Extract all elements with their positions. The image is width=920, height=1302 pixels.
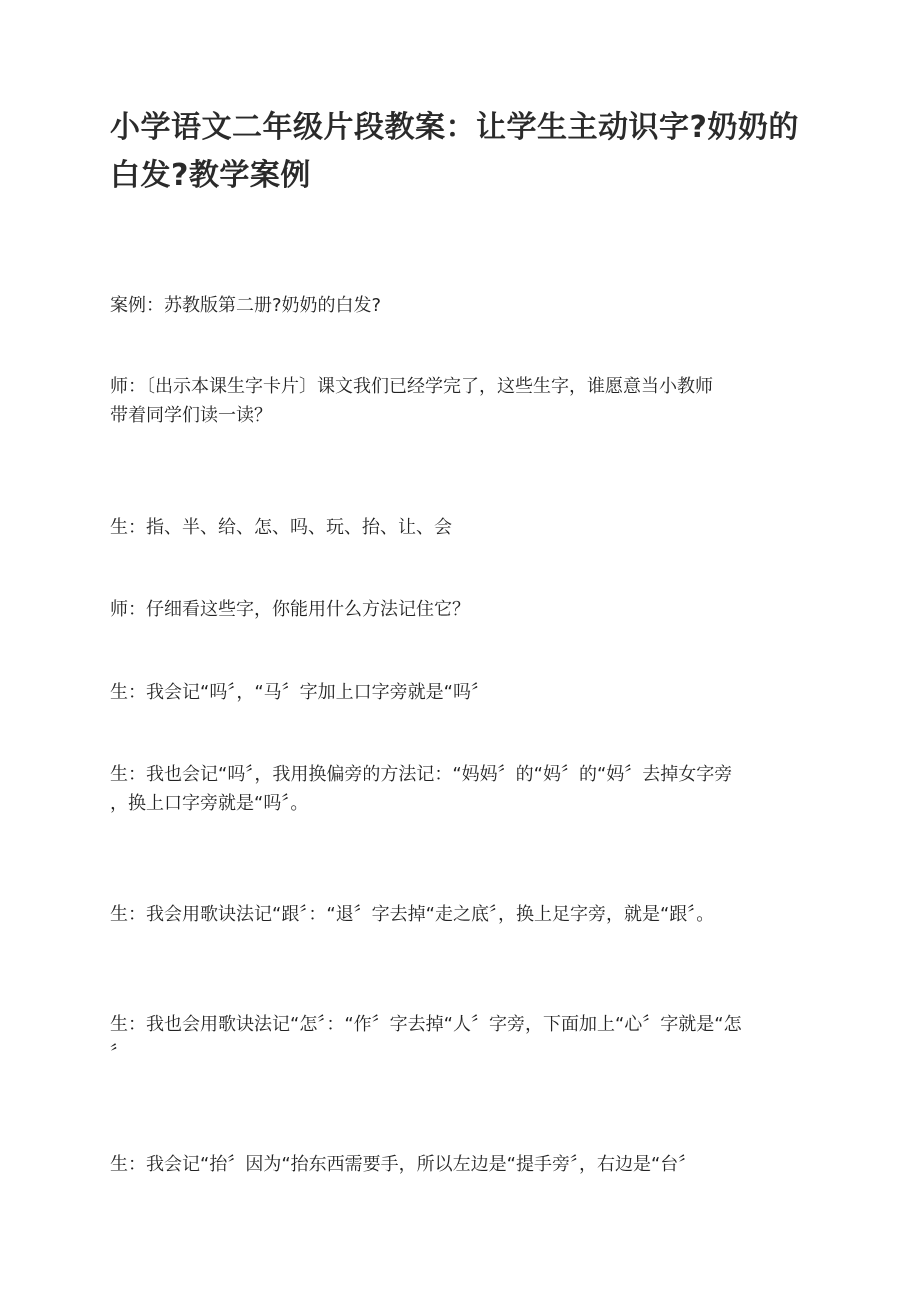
paragraph-line: ，换上口字旁就是“吗〞。 (110, 793, 309, 814)
paragraph-text: 师：仔细看这些字，你能用什么方法记住它？ (110, 599, 470, 620)
paragraph-line: 师：〔出示本课生字卡片〕课文我们已经学完了，这些生字，谁愿意当小教师 (110, 376, 713, 397)
paragraph-student-ma (110, 678, 810, 707)
paragraph-text: 案例：苏教版第二册?奶奶的白发? (110, 295, 382, 316)
paragraph-text: 生：我会记“抬〞因为“抬东西需要手，所以左边是“提手旁〞，右边是“台〞 (110, 1154, 697, 1175)
paragraph-text: 生：我会记“吗〞，“马〞字加上口字旁就是“吗〞 (110, 682, 489, 703)
document-title: 小学语文二年级片段教案：让学生主动识字?奶奶的白发?教学案例 (110, 110, 799, 193)
paragraph-line: 〞 (110, 1043, 128, 1064)
paragraph-line: 生：我也会记“吗〞，我用换偏旁的方法记：“妈妈〞的“妈〞的“妈〞去掉女字旁 (110, 764, 733, 785)
paragraph-student-reading (110, 513, 810, 542)
paragraph-text: 生：指、半、给、怎、吗、玩、抬、让、会 (110, 517, 452, 538)
paragraph-student-zen (110, 1010, 810, 1068)
paragraph-teacher-question (110, 595, 810, 624)
paragraph-line: 带着同学们读一读？ (110, 405, 272, 426)
paragraph-student-tai (110, 1150, 810, 1179)
paragraph-teacher-intro (110, 372, 810, 430)
paragraph-case-intro (110, 291, 810, 320)
paragraph-student-gen (110, 900, 810, 929)
paragraph-line: 生：我也会用歌诀法记“怎〞：“作〞字去掉“人〞字旁，下面加上“心〞字就是“怎 (110, 1014, 742, 1035)
paragraph-line: 生：我会用歌诀法记“跟〞：“退〞字去掉“走之底〞，换上足字旁，就是“跟〞。 (110, 904, 715, 925)
paragraph-student-ma-radical (110, 760, 810, 818)
